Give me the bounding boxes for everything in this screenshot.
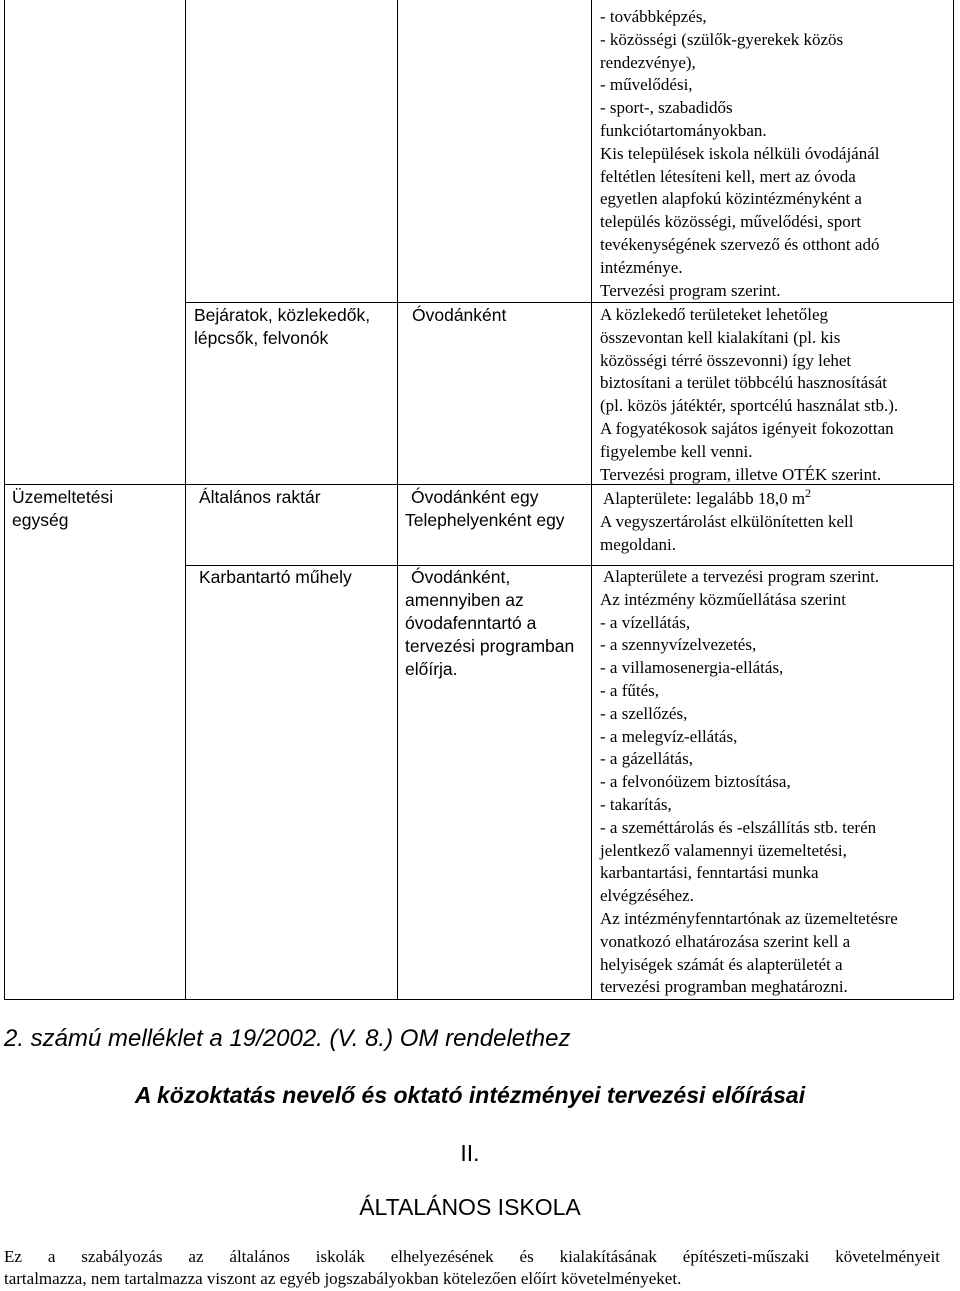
main-title: A közoktatás nevelő és oktató intézményei tervezési előírásai bbox=[134, 1082, 806, 1108]
req-line: helyiségek számát és alapterületét a bbox=[600, 954, 843, 974]
annex-caption: 2. számú melléklet a 19/2002. (V. 8.) OM rendelethez bbox=[4, 1025, 571, 1052]
req-line: közösségi térré összevonni) így lehet bbox=[600, 350, 852, 370]
req-line: - a fűtés, bbox=[600, 680, 660, 700]
req-line: - a gázellátás, bbox=[600, 749, 693, 769]
req-line: biztosítani a terület többcélú hasznosítását bbox=[600, 373, 888, 393]
qty-line: tervezési programban bbox=[405, 636, 575, 656]
top-cell-line: intézménye. bbox=[600, 257, 683, 277]
qty-line: Óvodánként, bbox=[411, 567, 511, 587]
req-line: - a felvonóüzem biztosítása, bbox=[600, 772, 791, 792]
top-cell-line: tevékenységének szervező és otthont adó bbox=[600, 234, 880, 254]
group-label-line: Üzemeltetési bbox=[12, 487, 114, 507]
room-line: Bejáratok, közlekedők, bbox=[194, 305, 371, 325]
table-border-bottom bbox=[4, 999, 954, 1000]
room-line: Általános raktár bbox=[199, 487, 321, 507]
group-label bbox=[12, 486, 182, 532]
req-storage bbox=[600, 488, 950, 556]
req-area-sup: 2 bbox=[805, 486, 812, 500]
req-workshop bbox=[600, 566, 950, 999]
req-line: Alapterülete a tervezési program szerint. bbox=[603, 567, 880, 586]
group-label-line: egység bbox=[12, 510, 69, 530]
req-line: - a vízellátás, bbox=[600, 612, 691, 632]
qty-line: Óvodánként egy bbox=[411, 487, 539, 507]
top-cell-line: Kis települések iskola nélküli óvodájánál bbox=[600, 143, 880, 163]
top-cell-line: - sport-, szabadidős bbox=[600, 98, 733, 118]
qty-entrances bbox=[412, 304, 592, 327]
room-line: Karbantartó műhely bbox=[199, 567, 352, 587]
req-line: - a szennyvízelvezetés, bbox=[600, 635, 757, 655]
req-line: - a szellőzés, bbox=[600, 703, 688, 723]
intro-line: tartalmazza, nem tartalmazza viszont az egyéb jogszabályokban kötelezően előírt követelményeket. bbox=[4, 1269, 682, 1288]
req-line: megoldani. bbox=[600, 534, 677, 554]
top-cell-line: egyetlen alapfokú közintézményként a bbox=[600, 189, 862, 209]
req-line: karbantartási, fenntartási munka bbox=[600, 863, 819, 883]
top-cell-line: funkciótartományokban. bbox=[600, 120, 767, 140]
top-cell-line: Tervezési program szerint. bbox=[600, 280, 781, 300]
top-cell-line: rendezvénye), bbox=[600, 52, 696, 72]
table-border-col3 bbox=[397, 0, 398, 1000]
req-line: - takarítás, bbox=[600, 794, 672, 814]
qty-workshop bbox=[405, 566, 591, 681]
req-line: (pl. közös játéktér, sportcélú használat stb.). bbox=[600, 396, 899, 416]
req-entrances bbox=[600, 304, 950, 486]
req-line: A közlekedő területeket lehetőleg bbox=[600, 305, 828, 324]
top-cell-line: feltétlen létesíteni kell, mert az óvoda bbox=[600, 166, 856, 186]
req-line: vonatkozó elhatározása szerint kell a bbox=[600, 931, 851, 951]
req-line: - a melegvíz-ellátás, bbox=[600, 726, 738, 746]
section-number: II. bbox=[460, 1140, 480, 1166]
top-cell-line: - közösségi (szülők-gyerekek közös bbox=[600, 29, 844, 49]
top-cell-line: település közösségi, művelődési, sport bbox=[600, 212, 862, 232]
table-border-left bbox=[4, 0, 5, 1000]
qty-storage bbox=[405, 486, 591, 532]
top-cell-text bbox=[600, 6, 950, 302]
room-name-entrances bbox=[194, 304, 390, 350]
qty-line: Telephelyenként egy bbox=[405, 510, 565, 530]
top-cell-line: - művelődési, bbox=[600, 75, 693, 95]
req-line: - a szeméttárolás és -elszállítás stb. terén bbox=[600, 817, 877, 837]
qty-line: óvodafenntartó a bbox=[405, 613, 537, 633]
intro-line: Ez a szabályozás az általános iskolák elhelyezésének és kialakításának építészeti-műszaki követelményeit bbox=[4, 1247, 940, 1266]
req-line: Tervezési program, illetve OTÉK szerint. bbox=[600, 464, 882, 484]
req-line: jelentkező valamennyi üzemeltetési, bbox=[600, 840, 847, 860]
qty-line: amennyiben az bbox=[405, 590, 524, 610]
req-line: összevontan kell kialakítani (pl. kis bbox=[600, 327, 841, 347]
req-area-line bbox=[600, 488, 950, 511]
room-name-workshop bbox=[199, 566, 389, 589]
req-line: Az intézmény közműellátása szerint bbox=[600, 589, 846, 609]
qty-line: Óvodánként bbox=[412, 305, 507, 325]
qty-line: előírja. bbox=[405, 659, 458, 679]
req-line: A vegyszertárolást elkülönítetten kell bbox=[600, 511, 854, 531]
table-border-col4 bbox=[591, 0, 592, 1000]
req-line: figyelembe kell venni. bbox=[600, 441, 753, 461]
room-line: lépcsők, felvonók bbox=[194, 328, 329, 348]
section-title: ÁLTALÁNOS ISKOLA bbox=[359, 1194, 581, 1220]
room-name-storage bbox=[199, 486, 389, 509]
intro-paragraph bbox=[4, 1246, 940, 1290]
table-border-col2 bbox=[185, 0, 186, 1000]
top-cell-line: - továbbképzés, bbox=[600, 7, 707, 26]
req-line: elvégzéséhez. bbox=[600, 886, 694, 906]
req-line: - a villamosenergia-ellátás, bbox=[600, 658, 784, 678]
req-line: A fogyatékosok sajátos igényeit fokozottan bbox=[600, 418, 894, 438]
req-line: tervezési programban meghatározni. bbox=[600, 977, 848, 997]
table-border-right bbox=[953, 0, 954, 1000]
req-line: Az intézményfenntartónak az üzemeltetésre bbox=[600, 908, 898, 928]
req-area-text: Alapterülete: legalább 18,0 m bbox=[603, 489, 806, 508]
